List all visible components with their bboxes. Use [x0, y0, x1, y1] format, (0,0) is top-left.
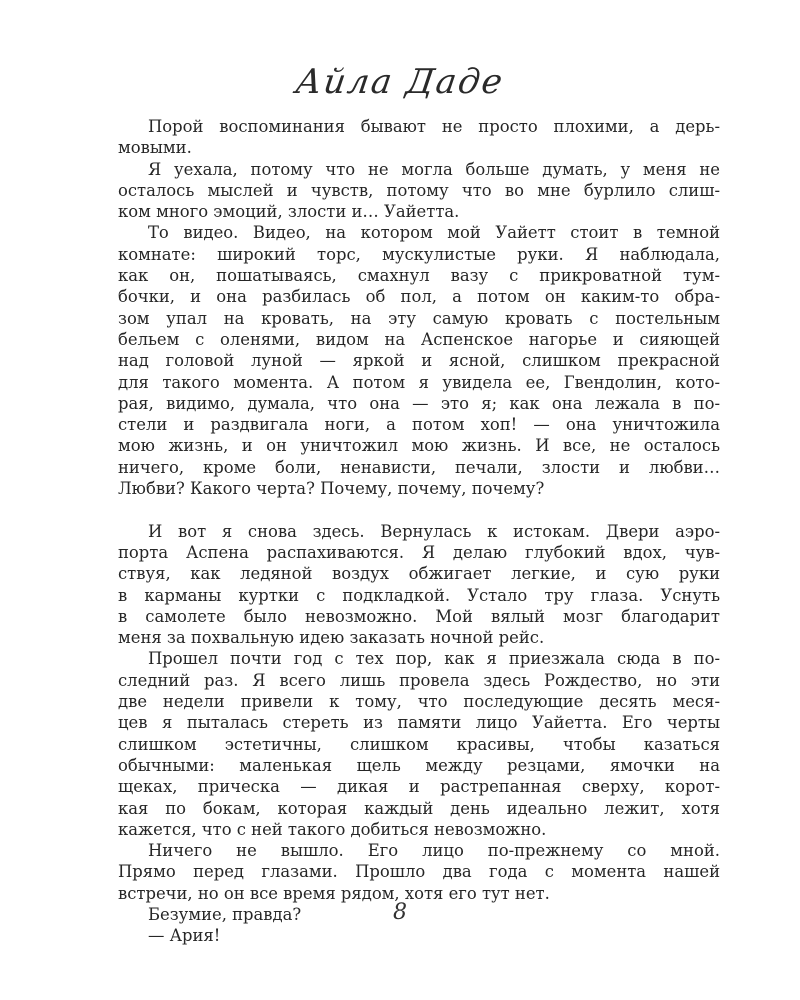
text-line: бочки, и она разбилась об пол, а потом он каким-то обра- [118, 287, 720, 307]
text-line: ком много эмоций, злости и… Уайетта. [118, 202, 460, 222]
page-number: 8 [393, 900, 407, 925]
text-line: рая, видимо, думала, что она — это я; как она лежала в по- [118, 393, 720, 413]
text-line: Безумие, правда? [148, 904, 302, 924]
running-header-author: Айла Даде [293, 62, 507, 102]
text-line: порта Аспена распахиваются. Я делаю глубокий вдох, чув- [118, 542, 720, 562]
paragraph [118, 222, 720, 499]
text-line: Прошел почти год с тех пор, как я приезжала сюда в по- [148, 649, 720, 669]
text-line: Любви? Какого черта? Почему, почему, почему? [118, 479, 545, 499]
text-line: слишком эстетичны, слишком красивы, чтобы казаться [118, 734, 720, 754]
paragraph [118, 648, 720, 840]
text-line: над головой луной — яркой и ясной, слишком прекрасной [118, 351, 720, 371]
text-line: как он, пошатываясь, смахнул вазу с прикроватной тум- [118, 266, 720, 286]
text-line: осталось мыслей и чувств, потому что во мне бурлило слиш- [118, 180, 720, 200]
text-line: кая по бокам, которая каждый день идеально лежит, хотя [118, 798, 720, 818]
text-line: мовыми. [118, 138, 192, 158]
text-line: комнате: широкий торс, мускулистые руки. Я наблюдала, [118, 244, 720, 264]
paragraph [118, 840, 720, 904]
text-line: бельем с оленями, видом на Аспенское нагорье и сияющей [118, 329, 720, 349]
text-line: две недели привели к тому, что последующие десять меся- [118, 692, 720, 712]
text-line: Порой воспоминания бывают не просто плохими, а дерь- [148, 117, 720, 136]
text-line: стели и раздвигала ноги, а потом хоп! — она уничтожила [118, 415, 720, 435]
text-line: Ничего не вышло. Его лицо по-прежнему со мной. [148, 841, 720, 861]
paragraph [118, 521, 720, 649]
text-line: встречи, но он все время рядом, хотя его тут нет. [118, 883, 550, 903]
text-line: в карманы куртки с подкладкой. Устало тру глаза. Уснуть [118, 585, 720, 605]
paragraph [118, 116, 720, 159]
text-line: для такого момента. А потом я увидела ее, Гвендолин, кото- [118, 372, 720, 392]
paragraph [118, 925, 720, 946]
text-line: Я уехала, потому что не могла больше думать, у меня не [148, 159, 720, 179]
text-line: меня за похвальную идею заказать ночной рейс. [118, 628, 545, 648]
text-line: ничего, кроме боли, ненависти, печали, злости и любви… [118, 457, 720, 477]
text-line: обычными: маленькая щель между резцами, ямочки на [118, 755, 720, 775]
text-line: кажется, что с ней такого добиться невозможно. [118, 819, 547, 839]
text-line: мою жизнь, и он уничтожил мою жизнь. И все, не осталось [118, 436, 720, 456]
text-line: Прямо перед глазами. Прошло два года с момента нашей [118, 862, 720, 882]
text-line: ствуя, как ледяной воздух обжигает легкие, и сую руки [118, 564, 720, 584]
text-line: в самолете было невозможно. Мой вялый мозг благодарит [118, 606, 720, 626]
text-line: следний раз. Я всего лишь провела здесь Рождество, но эти [118, 670, 720, 690]
paragraph [118, 159, 720, 223]
text-line: И вот я снова здесь. Вернулась к истокам. Двери аэро- [148, 521, 720, 541]
paragraph-gap [118, 499, 720, 520]
text-line: цев я пыталась стереть из памяти лицо Уайетта. Его черты [118, 713, 720, 733]
text-line: зом упал на кровать, на эту самую кровать с постельным [118, 308, 720, 328]
text-line: щеках, прическа — дикая и растрепанная сверху, корот- [118, 777, 720, 797]
body-text [118, 116, 720, 947]
text-line: — Ария! [148, 926, 221, 946]
text-line: То видео. Видео, на котором мой Уайетт стоит в темной [148, 223, 720, 243]
